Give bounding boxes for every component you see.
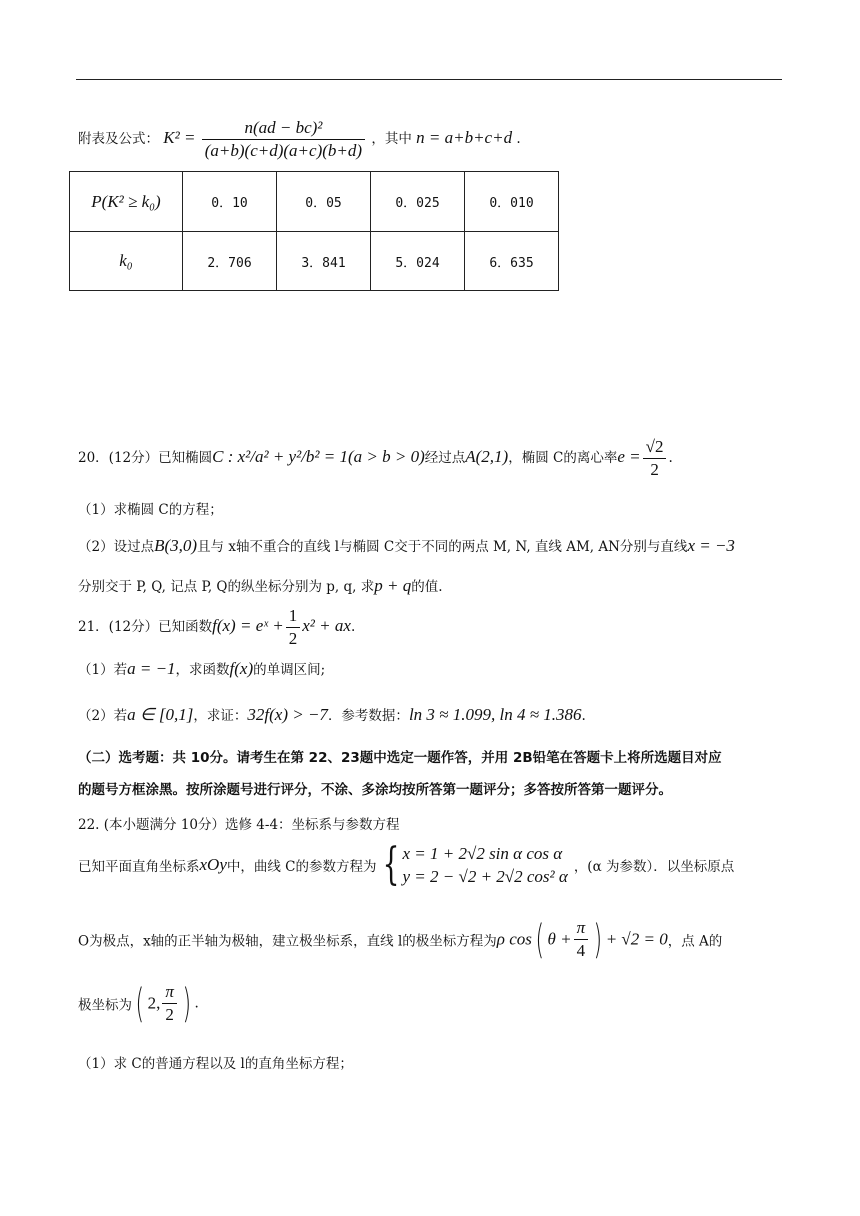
q20-ecc-num: √2: [643, 437, 667, 459]
q22-four: 4: [576, 941, 586, 960]
q22-l3a: 极坐标为: [78, 997, 132, 1014]
q21-func-den: 2: [288, 629, 298, 648]
q22-eq2: y = 2 − √2 + 2√2 cos² α: [402, 867, 568, 886]
q21-p1-f: f(x): [229, 659, 254, 678]
q21-head: 21．(12分）已知函数: [78, 619, 213, 635]
q21-p1a: （1）若: [78, 662, 128, 678]
table-header-k: k₀: [70, 232, 183, 291]
q20-part1: （1）求椭圆 C的方程；: [78, 502, 223, 518]
section2-line1: （二）选考题：共 10分。请考生在第 22、23题中选定一题作答，并用 2B铅笔在答题卡上将所选题目对应: [78, 750, 722, 766]
q21-p2-ineq: 32f(x) > −7: [247, 705, 328, 724]
formula-prefix: 附表及公式：: [78, 131, 159, 147]
header-rule: [76, 79, 782, 80]
q22-l2b: ，点 A的: [667, 933, 723, 950]
q22-param-system: [403, 842, 568, 888]
table-cell: 0．10: [183, 172, 277, 232]
table-row: [70, 172, 559, 232]
q22-l1a: 已知平面直角坐标系: [78, 859, 200, 875]
formula-denominator: (a+b)(c+d)(a+c)(b+d): [204, 141, 363, 160]
q22-line3: [78, 982, 199, 1025]
q20-p2a: （2）设过点: [78, 539, 155, 555]
q21-p1b: ，求函数: [175, 662, 230, 678]
formula-end: .: [516, 131, 521, 147]
q20-part2-line1: [78, 535, 735, 556]
q20-point-b: B(3,0): [154, 536, 198, 555]
q20-end: .: [668, 450, 673, 466]
q22-pi: π: [574, 918, 589, 940]
paren-close-icon: ): [182, 980, 191, 1027]
table-cell: 3．841: [277, 232, 371, 291]
q22-head: 22. (本小题满分 10分）选修 4-4：坐标系与参数方程: [78, 817, 400, 833]
q21-p2a: （2）若: [78, 708, 128, 724]
q20-ecc-frac: [643, 437, 667, 480]
formula-fraction: [202, 118, 365, 161]
critical-value-table: [69, 171, 559, 291]
q20-mid: 经过点: [424, 450, 466, 466]
table-cell: 6．635: [465, 232, 559, 291]
q20-part2-line2: [78, 575, 443, 596]
q20-p2b: 且与 x轴不重合的直线 l与椭圆 C交于不同的两点 M, N, 直线 AM, AN分别与直线: [197, 539, 688, 555]
q22-eq1: x = 1 + 2√2 sin α cos α: [402, 844, 563, 863]
formula-suffix-text: ，其中: [371, 131, 412, 147]
table-cell: 0．010: [465, 172, 559, 232]
brace-icon: {: [382, 839, 399, 890]
q22-pi: π: [162, 982, 177, 1004]
q22-l1b: 中，曲线 C的参数方程为: [226, 859, 377, 875]
q22-l2-rest: + √2 = 0: [605, 929, 668, 949]
q20-p2c: 分别交于 P, Q, 记点 P, Q的纵坐标分别为 p, q, 求: [78, 579, 375, 595]
formula-line: [78, 118, 521, 161]
q22-l2a: O为极点，x轴的正半轴为极轴，建立极坐标系，直线 l的极坐标方程为: [78, 933, 497, 950]
q21-part1: [78, 658, 325, 679]
q22-l3-end: .: [194, 995, 199, 1012]
q21-p2-cond: a ∈ [0,1]: [127, 705, 194, 724]
q20-expr: p + q: [374, 576, 412, 595]
q21-p2-end: .: [581, 708, 586, 724]
q21-func-lhs: f(x) = eˣ +: [212, 616, 284, 635]
formula-lhs: K² =: [163, 128, 196, 147]
table-row: [70, 232, 559, 291]
q21-func-rhs: x² + ax: [302, 616, 351, 635]
q21-p1-cond: a = −1: [127, 659, 176, 678]
q22-line2: [78, 918, 722, 961]
q22-two: 2: [165, 1005, 174, 1024]
q20-ecc-den: 2: [650, 460, 659, 479]
q20-point: A(2,1): [465, 447, 509, 466]
q22-line1: [78, 839, 735, 890]
q20-head: 20．(12分）已知椭圆: [78, 450, 213, 466]
table-header-p: P(K² ≥ k₀): [70, 172, 183, 232]
q21-title: [78, 606, 355, 649]
paren-open-icon: (: [535, 916, 544, 963]
q21-p2-data: ln 3 ≈ 1.099, ln 4 ≈ 1.386: [408, 705, 582, 724]
q21-p1c: 的单调区间;: [253, 662, 326, 678]
q21-func-frac: [286, 606, 301, 649]
q22-xoy: xOy: [199, 855, 227, 874]
q21-p2c: ．参考数据：: [327, 708, 409, 724]
table-cell: 2．706: [183, 232, 277, 291]
q22-l3-pt: 2,: [147, 993, 161, 1013]
q21-part2: [78, 704, 586, 725]
q22-part1: （1）求 C的普通方程以及 l的直角坐标方程；: [78, 1056, 353, 1072]
formula-numerator: n(ad − bc)²: [202, 118, 365, 140]
q22-pi2-frac: [162, 982, 177, 1025]
q20-line-x: x = −3: [687, 536, 735, 555]
table-cell: 0．025: [371, 172, 465, 232]
formula-suffix-math: n = a+b+c+d: [416, 128, 513, 147]
section2-line2: 的题号方框涂黑。按所涂题号进行评分，不涂、多涂均按所答第一题评分；多答按所答第一题评分。: [78, 782, 672, 798]
q20-title: [78, 437, 673, 480]
q22-rho: ρ cos: [496, 929, 532, 949]
q21-end: .: [350, 619, 356, 635]
q20-ecc-lhs: e =: [617, 447, 641, 466]
q20-mid2: ，椭圆 C的离心率: [508, 450, 618, 466]
paren-close-icon: ): [593, 916, 603, 963]
q21-p2b: ，求证：: [193, 708, 248, 724]
q20-p2d: 的值.: [411, 579, 443, 595]
q22-pi4-frac: [574, 918, 589, 961]
q22-theta: θ +: [547, 929, 572, 949]
paren-open-icon: (: [135, 980, 145, 1027]
q21-func-num: 1: [286, 606, 301, 628]
table-cell: 5．024: [371, 232, 465, 291]
q22-l1c: ，(α 为参数）．以坐标原点: [573, 859, 735, 875]
table-cell: 0．05: [277, 172, 371, 232]
q20-ellipse: C : x²/a² + y²/b² = 1(a > b > 0): [212, 447, 425, 466]
